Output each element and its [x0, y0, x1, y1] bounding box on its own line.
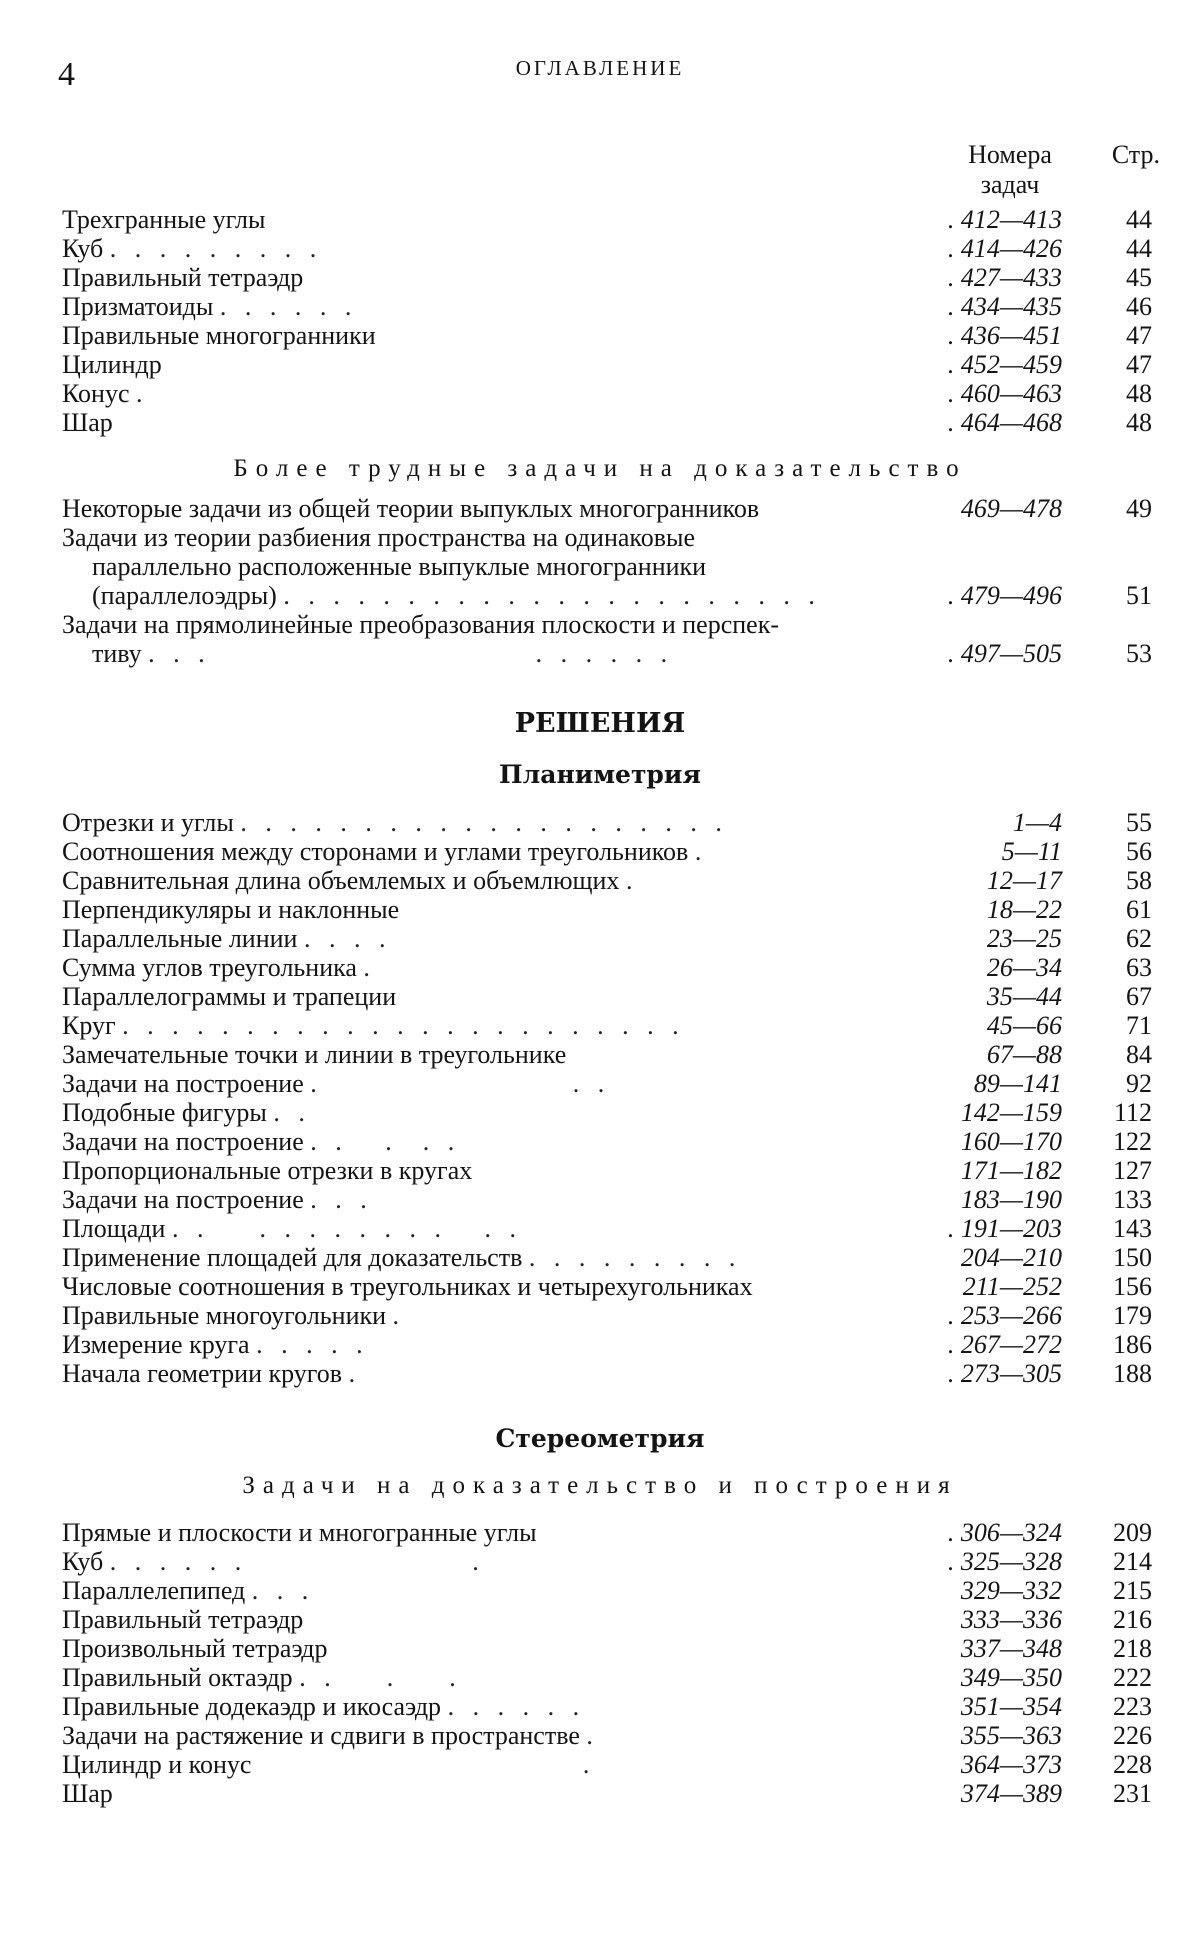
entry-title: Правильный октаэдр	[62, 1663, 293, 1692]
entry-numbers: 183—190	[960, 1185, 1062, 1214]
entry-title-wrap	[62, 1605, 922, 1634]
entry-page: 44	[1126, 234, 1152, 263]
toc-entry[interactable]	[62, 1779, 1152, 1808]
entry-title: Некоторые задачи из общей теории выпуклых многогранников	[62, 494, 760, 523]
entry-numbers: 160—170	[960, 1127, 1062, 1156]
entry-page: 44	[1126, 205, 1152, 234]
toc-entry[interactable]	[62, 1605, 1152, 1634]
entry-numbers: 351—354	[960, 1692, 1062, 1721]
entry-numbers: . 436—451	[947, 321, 1062, 350]
entry-title-wrap	[62, 982, 922, 1011]
entry-numbers: 333—336	[960, 1605, 1062, 1634]
entry-numbers: 355—363	[960, 1721, 1062, 1750]
entry-numbers: . 253—266	[947, 1301, 1062, 1330]
toc-entry[interactable]	[62, 895, 1152, 924]
entry-page: 92	[1126, 1069, 1152, 1098]
entry-title: Применение площадей для доказательств	[62, 1243, 523, 1272]
entry-title-wrap	[62, 1272, 922, 1301]
leader-dots: .	[694, 837, 708, 866]
entry-page: 231	[1113, 1779, 1152, 1808]
entry-page: 56	[1126, 837, 1152, 866]
entry-title-wrap	[62, 1011, 922, 1040]
entry-title	[62, 523, 932, 610]
leader-dots: .	[625, 866, 639, 895]
entry-title: Правильный тетраэдр	[62, 1605, 304, 1634]
entry-numbers: 364—373	[960, 1750, 1062, 1779]
toc-entry[interactable]	[62, 1185, 1152, 1214]
entry-page: 218	[1113, 1634, 1152, 1663]
entry-title-wrap	[62, 1692, 922, 1721]
entry-title-wrap	[62, 1750, 922, 1779]
entry-numbers: . 452—459	[947, 350, 1062, 379]
toc-entry[interactable]	[62, 924, 1152, 953]
toc-entry[interactable]	[62, 1547, 1152, 1576]
numbers-column-header	[950, 140, 1070, 200]
toc-entry[interactable]	[62, 1098, 1152, 1127]
toc-entry[interactable]	[62, 408, 1152, 437]
toc-entry[interactable]	[62, 837, 1152, 866]
pages-column-header: Стр.	[1111, 140, 1160, 169]
entry-title-wrap	[62, 1779, 922, 1808]
entry-title-wrap	[62, 1243, 922, 1272]
entry-title: Шар	[62, 1779, 113, 1808]
entry-numbers: 204—210	[960, 1243, 1062, 1272]
toc-entry[interactable]	[62, 1069, 1152, 1098]
page-number: 4	[58, 56, 75, 93]
entry-numbers: . 306—324	[947, 1518, 1062, 1547]
entry-page: 133	[1113, 1185, 1152, 1214]
entry-page: 51	[1126, 581, 1152, 610]
toc-entry[interactable]	[62, 379, 1152, 408]
entry-title-wrap	[62, 1547, 922, 1576]
entry-title: Задачи на построение	[62, 1069, 304, 1098]
toc-entry[interactable]	[62, 953, 1152, 982]
entry-page: 143	[1113, 1214, 1152, 1243]
entry-title: Цилиндр	[62, 350, 162, 379]
entry-title: Произвольный тетраэдр	[62, 1634, 328, 1663]
leader-dots: . . . . . . . . . . . . . . . . . . . . . .	[283, 581, 821, 610]
entry-title: Прямые и плоскости и многогранные углы	[62, 1518, 537, 1547]
entry-title-wrap	[62, 292, 922, 321]
entry-title: Начала геометрии кругов	[62, 1359, 343, 1388]
leader-dots: . . . . .	[310, 1127, 461, 1156]
entry-page: 55	[1126, 808, 1152, 837]
entry-page: 71	[1126, 1011, 1152, 1040]
entry-title-line: Задачи на прямолинейные преобразования плоскости и перспек-	[62, 610, 780, 639]
entry-title: Правильный тетраэдр	[62, 263, 304, 292]
toc-hard-section	[62, 494, 1152, 668]
entry-title: Задачи на построение	[62, 1185, 304, 1214]
entry-title-wrap	[62, 205, 922, 234]
entry-title-wrap	[62, 379, 922, 408]
leader-dots: . . .	[310, 1069, 611, 1098]
leader-dots: . . .	[310, 1185, 373, 1214]
entry-title: Параллелепипед	[62, 1576, 246, 1605]
entry-page: 49	[1126, 494, 1152, 523]
entry-numbers: 26—34	[986, 953, 1062, 982]
toc-entry[interactable]	[62, 350, 1152, 379]
entry-numbers: . 427—433	[947, 263, 1062, 292]
entry-title-wrap	[62, 321, 922, 350]
entry-page: 228	[1113, 1750, 1152, 1779]
entry-title: Соотношения между сторонами и углами треугольников	[62, 837, 689, 866]
leader-dots: . . . . .	[256, 1330, 369, 1359]
entry-numbers: 337—348	[960, 1634, 1062, 1663]
entry-title: Куб	[62, 1547, 104, 1576]
entry-title: Трехгранные углы	[62, 205, 266, 234]
numbers-header-line1: Номера	[968, 140, 1052, 169]
toc-entry[interactable]	[62, 234, 1152, 263]
entry-title: Правильные додекаэдр и икосаэдр	[62, 1692, 442, 1721]
leader-dots: .	[392, 1301, 406, 1330]
leader-dots: . . . . . . . . . . . . . . . . . . . . . . .	[122, 1011, 685, 1040]
entry-title: Пропорциональные отрезки в кругах	[62, 1156, 473, 1185]
entry-title: Правильные многогранники	[62, 321, 376, 350]
entry-numbers: . 460—463	[947, 379, 1062, 408]
entry-numbers: . 414—426	[947, 234, 1062, 263]
leader-dots: . . . .	[303, 924, 392, 953]
toc-entry[interactable]	[62, 1214, 1152, 1243]
entry-numbers: 469—478	[960, 494, 1062, 523]
running-title: ОГЛАВЛЕНИЕ	[515, 56, 685, 80]
toc-entry[interactable]	[62, 263, 1152, 292]
entry-title-wrap	[62, 1518, 922, 1547]
leader-dots: .	[363, 953, 376, 982]
entry-numbers: . 267—272	[947, 1330, 1062, 1359]
entry-numbers: 12—17	[986, 866, 1062, 895]
entry-page: 47	[1126, 321, 1152, 350]
toc-entry[interactable]	[62, 1040, 1152, 1069]
leader-dots: . . . . . . . . . . . .	[171, 1214, 522, 1243]
entry-title: Конус	[62, 379, 130, 408]
entry-title-wrap	[62, 924, 922, 953]
entry-title-line: параллельно расположенные выпуклые многогранники	[92, 552, 707, 581]
numbers-header-line2: задач	[980, 170, 1040, 199]
entry-title: Призматоиды	[62, 292, 214, 321]
entry-page: 127	[1113, 1156, 1152, 1185]
entry-title-wrap	[62, 1634, 922, 1663]
entry-title-wrap	[62, 408, 922, 437]
entry-title: Подобные фигуры	[62, 1098, 267, 1127]
toc-entry[interactable]	[62, 866, 1152, 895]
entry-title: Шар	[62, 408, 113, 437]
toc-entry[interactable]	[62, 1634, 1152, 1663]
toc-entry[interactable]	[62, 1330, 1152, 1359]
entry-numbers: 349—350	[960, 1663, 1062, 1692]
entry-numbers: 18—22	[986, 895, 1062, 924]
toc-entry[interactable]	[62, 610, 1152, 668]
entry-numbers: . 497—505	[947, 639, 1062, 668]
entry-numbers: 67—88	[986, 1040, 1062, 1069]
leader-dots: .	[136, 379, 149, 408]
entry-page: 53	[1126, 639, 1152, 668]
entry-title-line: Задачи из теории разбиения пространства на одинаковые	[62, 523, 695, 552]
toc-entry[interactable]	[62, 1156, 1152, 1185]
entry-page: 63	[1126, 953, 1152, 982]
entry-page: 209	[1113, 1518, 1152, 1547]
entry-numbers: . 412—413	[947, 205, 1062, 234]
entry-title: Куб	[62, 234, 104, 263]
entry-page: 46	[1126, 292, 1152, 321]
solutions-heading: РЕШЕНИЯ	[514, 708, 686, 739]
toc-entry[interactable]	[62, 1301, 1152, 1330]
entry-title-wrap	[62, 953, 922, 982]
entry-title: Правильные многоугольники	[62, 1301, 387, 1330]
toc-entry[interactable]	[62, 1721, 1152, 1750]
entry-numbers: 171—182	[960, 1156, 1062, 1185]
entry-page: 188	[1113, 1359, 1152, 1388]
entry-page: 67	[1126, 982, 1152, 1011]
entry-title: Измерение круга	[62, 1330, 250, 1359]
entry-title: Площади	[62, 1214, 166, 1243]
toc-entry[interactable]	[62, 1663, 1152, 1692]
toc-entry[interactable]	[62, 982, 1152, 1011]
entry-title-wrap	[62, 1721, 922, 1750]
entry-numbers: . 479—496	[947, 581, 1062, 610]
entry-numbers: 374—389	[960, 1779, 1062, 1808]
entry-title-wrap	[62, 837, 922, 866]
entry-page: 215	[1113, 1576, 1152, 1605]
entry-title-wrap	[62, 866, 922, 895]
leader-dots: . . . .	[299, 1663, 462, 1692]
leader-dots: .	[586, 1721, 599, 1750]
entry-title-wrap	[62, 1214, 922, 1243]
entry-numbers: . 325—328	[947, 1547, 1062, 1576]
entry-title: Числовые соотношения в треугольниках и четырехугольниках	[62, 1272, 753, 1301]
entry-title: Цилиндр и конус	[62, 1750, 252, 1779]
entry-title-wrap	[62, 1040, 922, 1069]
entry-page: 84	[1126, 1040, 1152, 1069]
entry-title-wrap	[62, 1069, 922, 1098]
entry-title-wrap	[62, 263, 922, 292]
entry-page: 179	[1113, 1301, 1152, 1330]
toc-top-section	[62, 205, 1152, 437]
entry-numbers: 89—141	[973, 1069, 1062, 1098]
entry-title-wrap	[62, 1663, 922, 1692]
toc-entry[interactable]	[62, 1127, 1152, 1156]
entry-title-wrap	[62, 808, 922, 837]
leader-dots: . . . . . . . . .	[148, 639, 674, 668]
entry-page: 222	[1113, 1663, 1152, 1692]
entry-numbers: 5—11	[1001, 837, 1062, 866]
leader-dots: .	[348, 1359, 362, 1388]
toc-entry[interactable]	[62, 523, 1152, 610]
entry-page: 61	[1126, 895, 1152, 924]
toc-entry[interactable]	[62, 1011, 1152, 1040]
toc-entry[interactable]	[62, 808, 1152, 837]
entry-title-wrap	[62, 1301, 922, 1330]
toc-entry[interactable]	[62, 1692, 1152, 1721]
entry-title: Замечательные точки и линии в треугольнике	[62, 1040, 567, 1069]
entry-numbers: . 434—435	[947, 292, 1062, 321]
entry-title: Параллельные линии	[62, 924, 298, 953]
entry-numbers: 142—159	[960, 1098, 1062, 1127]
leader-dots: . . . . . .	[447, 1692, 586, 1721]
entry-page: 48	[1126, 408, 1152, 437]
entry-title-wrap	[62, 1098, 922, 1127]
entry-title-line: тиву	[92, 639, 142, 668]
entry-title	[62, 610, 962, 668]
entry-page: 62	[1126, 924, 1152, 953]
toc-entry[interactable]	[62, 1576, 1152, 1605]
entry-page: 112	[1113, 1098, 1152, 1127]
entry-page: 214	[1113, 1547, 1152, 1576]
entry-numbers: 23—25	[986, 924, 1062, 953]
entry-page: 150	[1113, 1243, 1152, 1272]
entry-title: Круг	[62, 1011, 116, 1040]
entry-title-wrap	[62, 1330, 922, 1359]
entry-page: 58	[1126, 866, 1152, 895]
leader-dots: . . . . . . . . .	[109, 234, 323, 263]
planimetry-heading: Планиметрия	[499, 760, 701, 789]
entry-page: 226	[1113, 1721, 1152, 1750]
entry-page: 122	[1113, 1127, 1152, 1156]
toc-entry[interactable]	[62, 1243, 1152, 1272]
leader-dots: . . . . . . . . .	[528, 1243, 742, 1272]
hard-problems-heading: Более трудные задачи на доказательство	[233, 455, 967, 482]
leader-dots: .	[257, 1750, 596, 1779]
toc-entry[interactable]	[62, 1359, 1152, 1388]
entry-page: 45	[1126, 263, 1152, 292]
entry-title: Параллелограммы и трапеции	[62, 982, 397, 1011]
toc-entry[interactable]	[62, 1518, 1152, 1547]
entry-numbers: 211—252	[962, 1272, 1062, 1301]
entry-title-wrap	[62, 234, 922, 263]
entry-title: Задачи на построение	[62, 1127, 304, 1156]
entry-page: 186	[1113, 1330, 1152, 1359]
entry-numbers: . 464—468	[947, 408, 1062, 437]
entry-page: 216	[1113, 1605, 1152, 1634]
entry-title-wrap	[62, 895, 922, 924]
toc-entry[interactable]	[62, 321, 1152, 350]
entry-page: 156	[1113, 1272, 1152, 1301]
entry-numbers: 1—4	[1012, 808, 1062, 837]
entry-title-line: (параллелоэдры)	[92, 581, 277, 610]
entry-title-wrap	[62, 1359, 922, 1388]
entry-numbers: 329—332	[960, 1576, 1062, 1605]
entry-title-wrap	[62, 1185, 922, 1214]
leader-dots: . . . . . . . . . . . . . . . . . . . .	[240, 808, 728, 837]
toc-entry[interactable]	[62, 494, 1152, 523]
entry-title: Сравнительная длина объемлемых и объемлющих	[62, 866, 620, 895]
entry-numbers: . 273—305	[947, 1359, 1062, 1388]
stereometry-heading: Стереометрия	[495, 1424, 705, 1453]
stereometry-subheading: Задачи на доказательство и построения	[242, 1472, 958, 1499]
entry-title-wrap	[62, 1156, 922, 1185]
toc-entry[interactable]	[62, 1272, 1152, 1301]
entry-title: Перпендикуляры и наклонные	[62, 895, 400, 924]
entry-title-wrap	[62, 1576, 922, 1605]
toc-planimetry	[62, 808, 1152, 1388]
entry-numbers: 45—66	[986, 1011, 1062, 1040]
entry-title: Задачи на растяжение и сдвиги в пространстве	[62, 1721, 580, 1750]
leader-dots: . . .	[251, 1576, 315, 1605]
entry-page: 223	[1113, 1692, 1152, 1721]
entry-title: Отрезки и углы	[62, 808, 234, 837]
toc-entry[interactable]	[62, 205, 1152, 234]
entry-page: 48	[1126, 379, 1152, 408]
entry-title: Сумма углов треугольника	[62, 953, 357, 982]
leader-dots: . . . . . . .	[109, 1547, 485, 1576]
toc-entry[interactable]	[62, 292, 1152, 321]
entry-page: 47	[1126, 350, 1152, 379]
leader-dots: . . . . . .	[219, 292, 358, 321]
entry-numbers: 35—44	[986, 982, 1062, 1011]
toc-stereometry	[62, 1518, 1152, 1808]
entry-title-wrap	[62, 1127, 922, 1156]
entry-title-wrap	[62, 350, 922, 379]
toc-entry[interactable]	[62, 1750, 1152, 1779]
entry-numbers: . 191—203	[947, 1214, 1062, 1243]
leader-dots: . .	[273, 1098, 311, 1127]
